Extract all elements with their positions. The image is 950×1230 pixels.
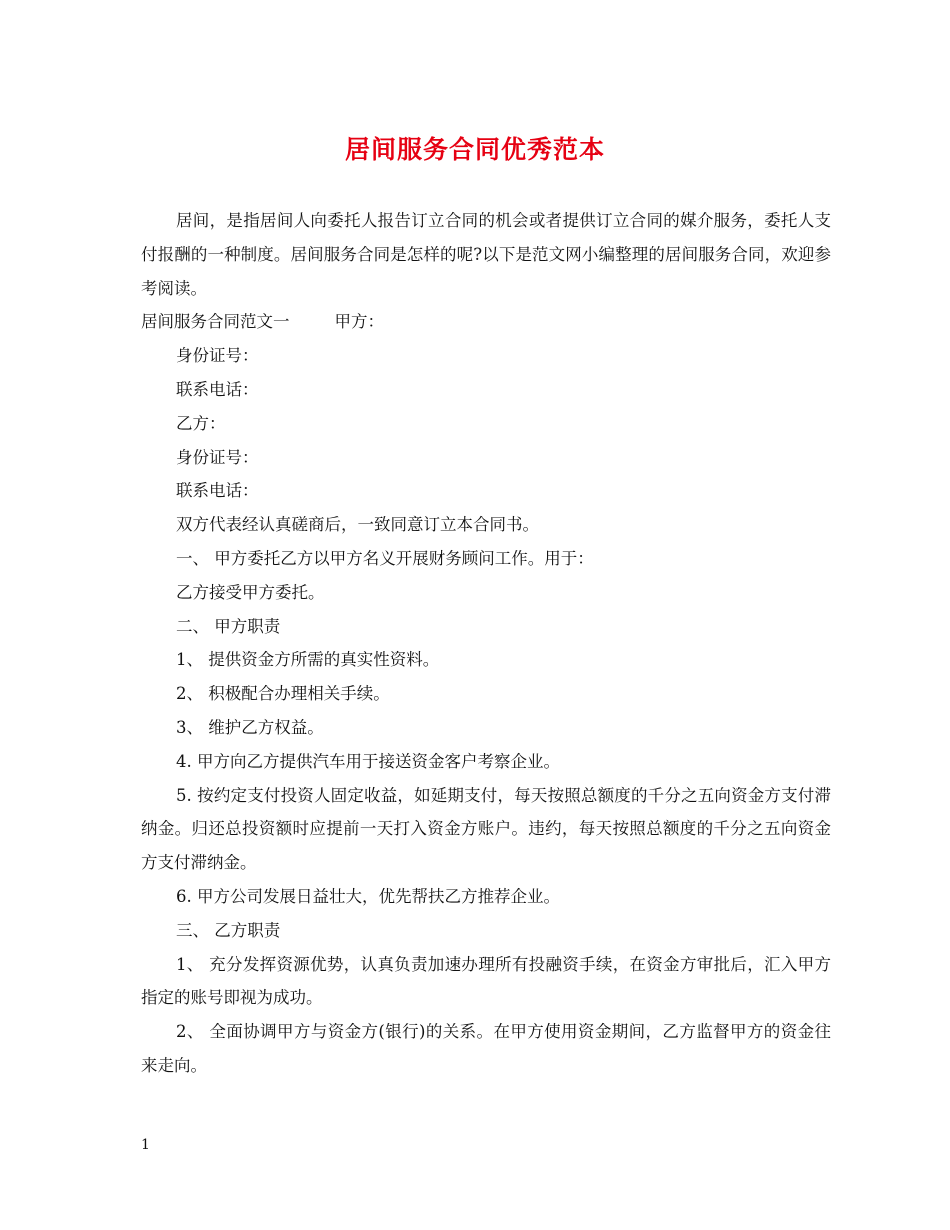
section-2-item: 2、 积极配合办理相关手续。 (176, 684, 390, 704)
section-1-heading: 一、 甲方委托乙方以甲方名义开展财务顾问工作。用于： (176, 548, 594, 568)
agreement-statement: 双方代表经认真磋商后，一致同意订立本合同书。 (176, 515, 539, 535)
document-title: 居间服务合同优秀范本 (344, 135, 605, 164)
section-2-item: 3、 维护乙方权益。 (176, 717, 324, 737)
section-2-item: 1、 提供资金方所需的真实性资料。 (176, 650, 440, 670)
party-a-phone-field: 联系电话： (176, 379, 259, 399)
sample-heading: 居间服务合同范文一 (141, 312, 290, 332)
party-b-id-field: 身份证号： (176, 447, 259, 467)
page-number: 1 (141, 1137, 150, 1153)
party-b-label: 乙方： (176, 413, 226, 433)
party-b-phone-field: 联系电话： (176, 481, 259, 501)
party-a-id-field: 身份证号： (176, 346, 259, 366)
section-2-heading: 二、 甲方职责 (176, 616, 281, 636)
section-3-heading: 三、 乙方职责 (176, 920, 281, 940)
section-3-item: 1、 充分发挥资源优势，认真负责加速办理所有投融资手续，在资金方审批后，汇入甲方指定的账号即视为成功。 (141, 954, 831, 1008)
section-2-item: 4. 甲方向乙方提供汽车用于接送资金客户考察企业。 (176, 751, 560, 771)
section-2-item: 6. 甲方公司发展日益壮大，优先帮扶乙方推荐企业。 (176, 886, 560, 906)
party-a-label: 甲方： (334, 312, 384, 332)
sample-heading-line (141, 305, 831, 339)
section-2-item: 5. 按约定支付投资人固定收益，如延期支付，每天按照总额度的千分之五向资金方支付滞纳金。归还总投资额时应提前一天打入资金方账户。违约，每天按照总额度的千分之五向资金方支付滞纳金。 (141, 785, 831, 873)
section-1-text: 乙方接受甲方委托。 (176, 582, 325, 602)
intro-paragraph: 居间，是指居间人向委托人报告订立合同的机会或者提供订立合同的媒介服务，委托人支付报酬的一种制度。居间服务合同是怎样的呢?以下是范文网小编整理的居间服务合同，欢迎参考阅读。 (141, 211, 831, 298)
section-3-item: 2、 全面协调甲方与资金方(银行)的关系。在甲方使用资金期间，乙方监督甲方的资金往来走向。 (141, 1022, 831, 1075)
document-body (141, 204, 831, 1083)
